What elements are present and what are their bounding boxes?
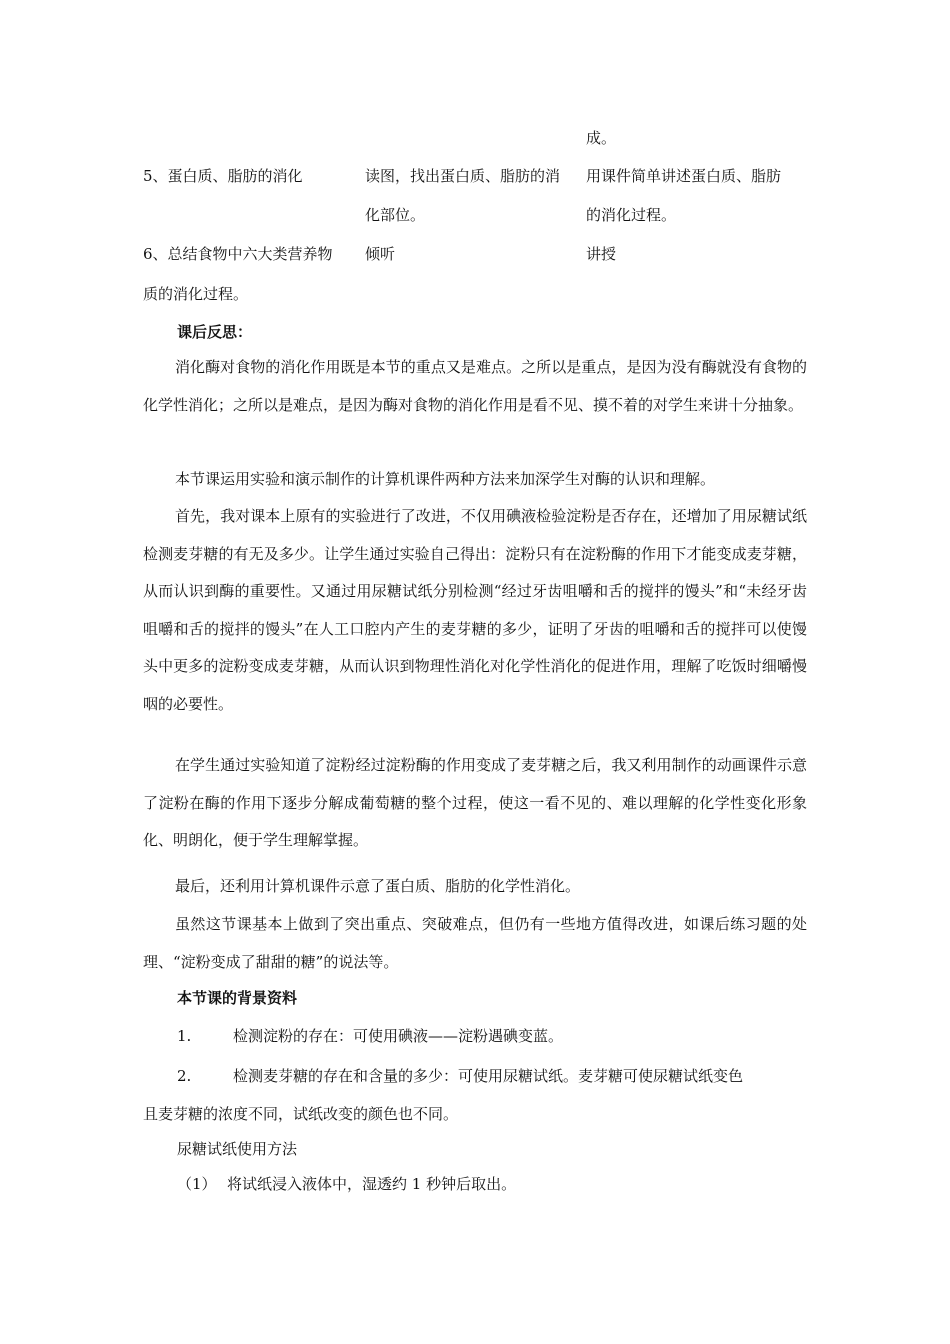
table-row6-teacher-activity: 讲授 [586, 245, 617, 263]
background-item-2-number: 2. [177, 1067, 192, 1085]
method-step-1-text: 将试纸浸入液体中，湿透约 1 秒钟后取出。 [227, 1175, 517, 1193]
background-item-1 [177, 1026, 563, 1046]
table-row4-col3-tail: 成。 [586, 129, 617, 147]
urine-strip-method-heading: 尿糖试纸使用方法 [177, 1140, 298, 1158]
table-row5-topic: 5、蛋白质、脂肪的消化 [143, 167, 303, 185]
table-row6-student-activity: 倾听 [365, 245, 396, 263]
background-item-2-continuation: 且麦芽糖的浓度不同，试纸改变的颜色也不同。 [143, 1105, 459, 1123]
reflection-paragraph-6: 虽然这节课基本上做到了突出重点、突破难点，但仍有一些地方值得改进，如课后练习题的处理、“淀粉变成了甜甜的糖”的说法等。 [143, 915, 807, 971]
reflection-paragraph-4: 在学生通过实验知道了淀粉经过淀粉酶的作用变成了麦芽糖之后，我又利用制作的动画课件示意了淀粉在酶的作用下逐步分解成葡萄糖的整个过程，使这一看不见的、难以理解的化学性变化形象化、明朗化，便于学生理解掌握。 [143, 756, 807, 849]
method-step-1-number: （1） [177, 1175, 217, 1193]
table-row6-topic: 6、总结食物中六大类营养物 [143, 245, 333, 263]
reflection-paragraph-2: 本节课运用实验和演示制作的计算机课件两种方法来加深学生对酶的认识和理解。 [175, 470, 716, 488]
reflection-heading: 课后反思： [177, 323, 253, 341]
table-row5-student-activity-cont: 化部位。 [365, 206, 426, 224]
method-step-1 [177, 1174, 516, 1194]
table-row6-topic-cont: 质的消化过程。 [143, 285, 249, 303]
background-item-2-text: 检测麦芽糖的存在和含量的多少：可使用尿糖试纸。麦芽糖可使尿糖试纸变色 [233, 1067, 744, 1085]
table-row5-teacher-activity: 用课件简单讲述蛋白质、脂肪 [586, 167, 782, 185]
background-item-2 [177, 1066, 743, 1086]
reflection-paragraph-5: 最后，还利用计算机课件示意了蛋白质、脂肪的化学性消化。 [175, 877, 581, 895]
reflection-paragraph-3: 首先，我对课本上原有的实验进行了改进，不仅用碘液检验淀粉是否存在，还增加了用尿糖试纸检测麦芽糖的有无及多少。让学生通过实验自己得出：淀粉只有在淀粉酶的作用下才能变成麦芽糖，从而认识到酶的重要性。又通过用尿糖试纸分别检测“经过牙齿咀嚼和舌的搅拌的馒头”和“未经牙齿咀嚼和舌的搅拌的馒头”在人工口腔内产生的麦芽糖的多少，证明了牙齿的咀嚼和舌的搅拌可以使馒头中更多的淀粉变成麦芽糖，从而认识到物理性消化对化学性消化的促进作用，理解了吃饭时细嚼慢咽的必要性。 [143, 507, 807, 713]
table-row5-teacher-activity-cont: 的消化过程。 [586, 206, 677, 224]
background-item-1-text: 检测淀粉的存在：可使用碘液——淀粉遇碘变蓝。 [233, 1027, 564, 1045]
background-item-1-number: 1. [177, 1027, 192, 1045]
background-heading: 本节课的背景资料 [177, 989, 298, 1007]
reflection-paragraph-1: 消化酶对食物的消化作用既是本节的重点又是难点。之所以是重点，是因为没有酶就没有食物的化学性消化；之所以是难点，是因为酶对食物的消化作用是看不见、摸不着的对学生来讲十分抽象。 [143, 358, 807, 414]
table-row5-student-activity: 读图，找出蛋白质、脂肪的消 [365, 167, 561, 185]
